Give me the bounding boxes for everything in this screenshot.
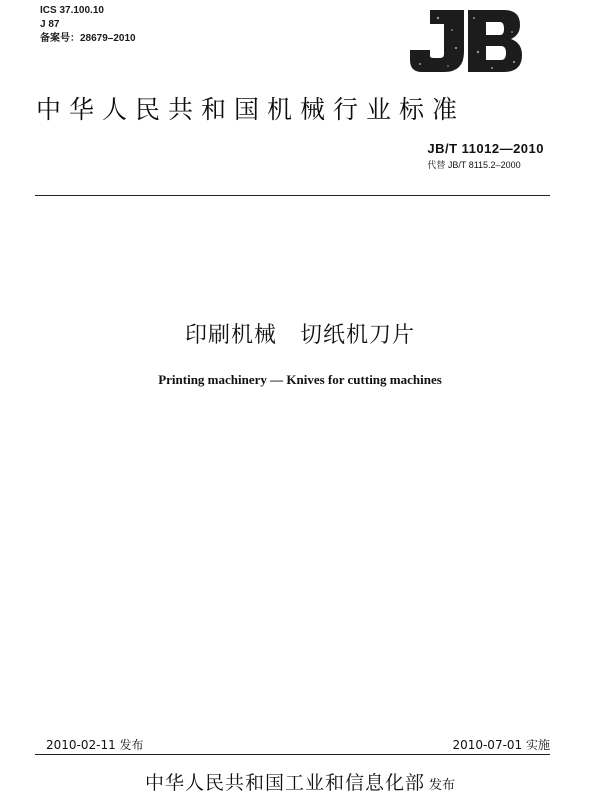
classification-block bbox=[40, 4, 136, 46]
title-chinese: 印刷机械 切纸机刀片 bbox=[184, 323, 415, 348]
footer-divider bbox=[35, 754, 550, 755]
issuing-authority bbox=[0, 768, 600, 795]
issuer-organization: 中华人民共和国工业和信息化部 bbox=[144, 772, 425, 794]
standard-number: JB/T 11012—2010 bbox=[427, 141, 544, 156]
ccs-code: J 87 bbox=[40, 19, 60, 30]
replaces-standard: 代替 JB/T 8115.2–2000 bbox=[427, 160, 521, 170]
ics-code: ICS 37.100.10 bbox=[40, 5, 104, 16]
issue-date: 2010-02-11 发布 bbox=[46, 738, 144, 752]
jb-logo-graphic bbox=[408, 8, 524, 74]
standard-number-block bbox=[427, 141, 544, 171]
standard-type-heading: 中华人民共和国机械行业标准 bbox=[36, 95, 466, 124]
issuer-action: 发布 bbox=[429, 778, 456, 793]
jb-logo bbox=[408, 8, 524, 74]
record-number: 备案号：28679–2010 bbox=[40, 33, 136, 44]
title-english: Printing machinery — Knives for cutting machines bbox=[158, 372, 442, 387]
implementation-date: 2010-07-01 实施 bbox=[452, 738, 550, 752]
header-divider bbox=[35, 195, 550, 196]
